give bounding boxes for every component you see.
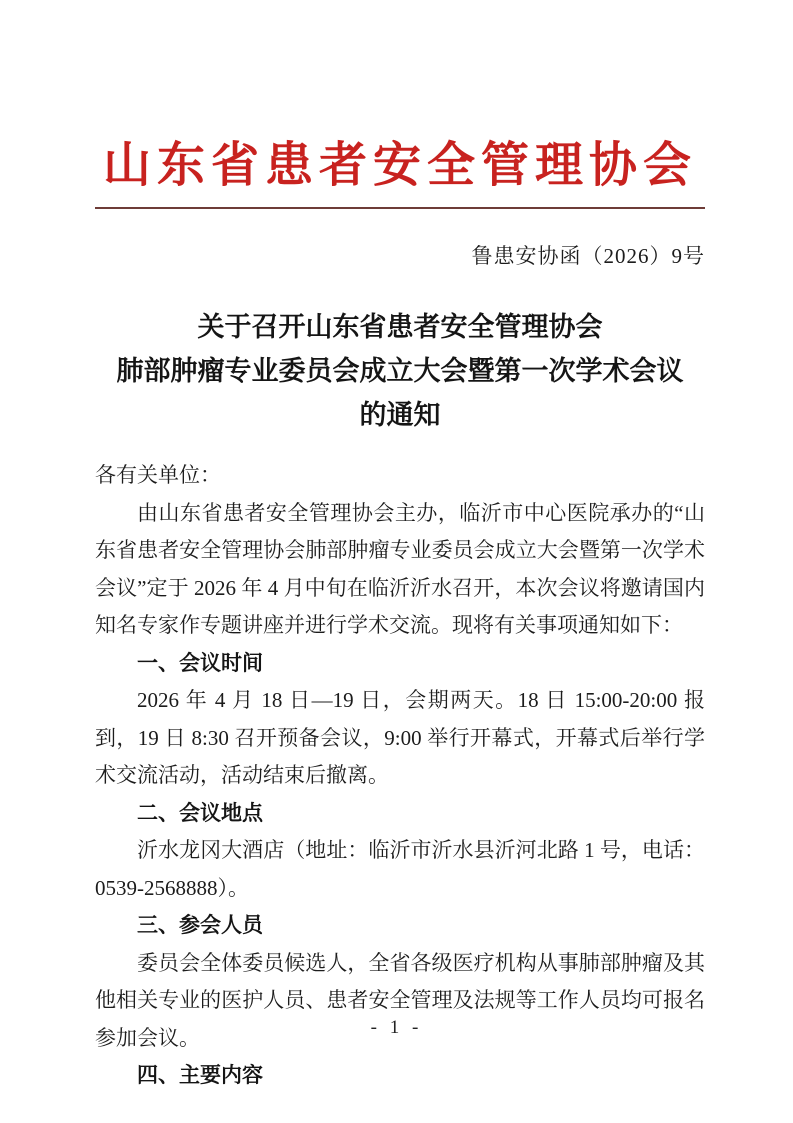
notice-body xyxy=(95,457,705,1095)
notice-title-line-2: 肺部肿瘤专业委员会成立大会暨第一次学术会议 xyxy=(116,356,684,386)
salutation: 各有关单位： xyxy=(95,463,221,487)
section-3-heading: 三、参会人员 xyxy=(137,914,263,937)
page-content xyxy=(95,0,705,1095)
letterhead-divider xyxy=(95,207,705,209)
document-number: 鲁患安协函（2026）9号 xyxy=(471,244,705,268)
section-1-heading: 一、会议时间 xyxy=(137,651,263,675)
section-3-body: 委员会全体委员候选人，全省各级医疗机构从事肺部肿瘤及其他相关专业的医护人员、患者安全管理及法规等工作人员均可报名参加会议。 xyxy=(95,950,705,1050)
section-2-body: 沂水龙冈大酒店（地址：临沂市沂水县沂河北路 1 号，电话：0539-2568888）。 xyxy=(95,838,705,900)
section-2-heading: 二、会议地点 xyxy=(137,801,263,825)
notice-title xyxy=(95,305,705,437)
letterhead-title: 山东省患者安全管理协会 xyxy=(102,139,697,192)
section-4-heading: 四、主要内容 xyxy=(137,1064,263,1087)
page-number: - 1 - xyxy=(370,1017,423,1038)
notice-title-line-3: 的通知 xyxy=(359,400,441,430)
intro-paragraph: 由山东省患者安全管理协会主办，临沂市中心医院承办的“山东省患者安全管理协会肺部肿瘤专业委员会成立大会暨第一次学术会议”定于 2026 年 4 月中旬在临沂沂水召开，本次会议将邀请国内知名专家作专题讲座并进行学术交流。现将有关事项通知如下： xyxy=(95,500,705,637)
notice-title-line-1: 关于召开山东省患者安全管理协会 xyxy=(197,312,603,342)
section-1-body: 2026 年 4 月 18 日—19 日，会期两天。18 日 15:00-20:00 报到，19 日 8:30 召开预备会议，9:00 举行开幕式，开幕式后举行学术交流活动，活动结束后撤离。 xyxy=(95,688,705,787)
